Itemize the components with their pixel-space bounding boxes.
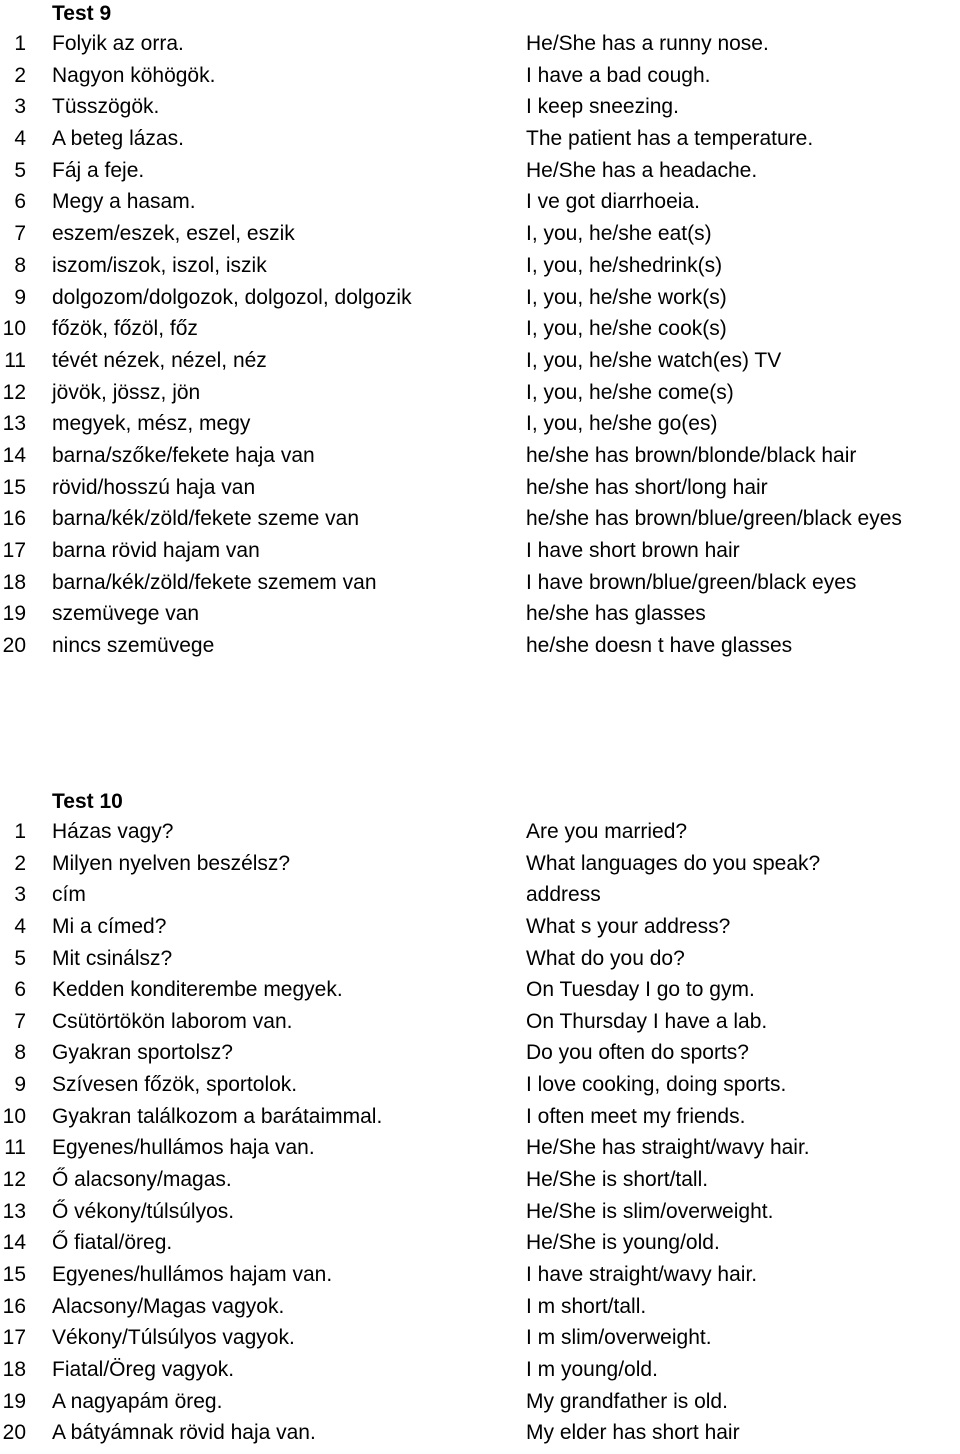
test-10-section [0,788,960,1449]
hungarian-phrase: Házas vagy? [52,820,174,843]
vocab-row [0,1196,960,1228]
hungarian-phrase: cím [52,883,86,907]
vocab-row [0,28,960,60]
english-translation: I have short brown hair [526,539,740,562]
row-number: 14 [2,443,26,467]
english-translation: Do you often do sports? [526,1041,749,1065]
english-translation: I m young/old. [526,1357,658,1381]
row-number: 19 [2,602,26,626]
row-number: 1 [14,820,26,843]
hungarian-phrase: A beteg lázas. [52,127,184,151]
hungarian-phrase: iszom/iszok, iszol, iszik [52,253,267,277]
vocab-row [0,535,960,567]
english-translation: he/she has short/long hair [526,475,768,499]
vocab-row [0,1132,960,1164]
vocab-row [0,186,960,218]
english-translation: I m slim/overweight. [526,1326,712,1350]
row-number: 8 [14,1041,26,1065]
english-translation: address [526,883,601,907]
vocab-row [0,1291,960,1323]
hungarian-phrase: rövid/hosszú haja van [52,475,256,499]
row-number: 6 [14,190,26,214]
vocab-row [0,1227,960,1259]
hungarian-phrase: Mi a címed? [52,914,167,938]
vocab-row [0,1069,960,1101]
vocab-row [0,1417,960,1449]
row-number: 15 [2,475,26,499]
row-number: 17 [2,1326,26,1350]
row-number: 16 [2,507,26,531]
english-translation: he/she has glasses [526,602,706,626]
hungarian-phrase: Csütörtökön laborom van. [52,1009,293,1033]
english-translation: On Thursday I have a lab. [526,1009,768,1033]
english-translation: He/She is short/tall. [526,1168,709,1192]
hungarian-phrase: Szívesen főzök, sportolok. [52,1073,298,1097]
row-number: 12 [2,1168,26,1192]
vocab-row [0,377,960,409]
vocab-row [0,1386,960,1418]
english-translation: I have straight/wavy hair. [526,1262,758,1286]
row-number: 11 [4,1136,26,1160]
english-translation: I, you, he/shedrink(s) [526,253,723,277]
english-translation: My elder has short hair [526,1421,740,1445]
hungarian-phrase: Alacsony/Magas vagyok. [52,1294,285,1318]
hungarian-phrase: Megy a hasam. [52,190,196,214]
row-number: 5 [14,158,26,182]
hungarian-phrase: A bátyámnak rövid haja van. [52,1421,316,1445]
test-9-section [0,0,960,662]
hungarian-phrase: főzök, főzöl, főz [52,317,198,341]
hungarian-phrase: dolgozom/dolgozok, dolgozol, dolgozik [52,285,412,309]
row-number: 4 [14,914,26,938]
hungarian-phrase: Ő vékony/túlsúlyos. [52,1199,235,1223]
vocab-row [0,1259,960,1291]
row-number: 4 [14,127,26,151]
row-number: 14 [2,1231,26,1255]
english-translation: He/She has a headache. [526,158,758,182]
hungarian-phrase: Tüsszögök. [52,95,160,119]
row-number: 2 [14,63,26,87]
english-translation: What do you do? [526,946,685,970]
vocab-row [0,123,960,155]
english-translation: he/she doesn t have glasses [526,634,793,658]
row-number: 3 [14,95,26,119]
hungarian-phrase: Mit csinálsz? [52,946,173,970]
english-translation: My grandfather is old. [526,1389,728,1413]
vocab-row [0,282,960,314]
english-translation: I often meet my friends. [526,1104,746,1128]
vocab-row [0,1322,960,1354]
hungarian-phrase: A nagyapám öreg. [52,1389,223,1413]
row-number: 6 [14,978,26,1002]
english-translation: I, you, he/she eat(s) [526,222,712,246]
row-number: 8 [14,253,26,277]
hungarian-phrase: Egyenes/hullámos haja van. [52,1136,315,1160]
row-number: 10 [2,1104,26,1128]
vocab-row [0,879,960,911]
row-number: 1 [14,32,26,55]
hungarian-phrase: Nagyon köhögök. [52,63,216,87]
test-title: Test 10 [52,790,123,813]
english-translation: I keep sneezing. [526,95,679,119]
english-translation: I love cooking, doing sports. [526,1073,787,1097]
hungarian-phrase: Gyakran találkozom a barátaimmal. [52,1104,383,1128]
row-number: 7 [14,1009,26,1033]
english-translation: I, you, he/she go(es) [526,412,718,436]
hungarian-phrase: tévét nézek, nézel, néz [52,348,267,372]
hungarian-phrase: eszem/eszek, eszel, eszik [52,222,295,246]
english-translation: I ve got diarrhoeia. [526,190,700,214]
hungarian-phrase: Folyik az orra. [52,32,184,55]
vocab-row [0,218,960,250]
hungarian-phrase: Fiatal/Öreg vagyok. [52,1357,235,1381]
row-number: 9 [14,1073,26,1097]
word-list [0,28,960,662]
vocab-row [0,567,960,599]
english-translation: I have a bad cough. [526,63,711,87]
vocab-row [0,60,960,92]
vocab-row [0,816,960,848]
row-number: 18 [2,1357,26,1381]
english-translation: He/She is young/old. [526,1231,720,1255]
vocab-row [0,1354,960,1386]
english-translation: I, you, he/she cook(s) [526,317,727,341]
english-translation: he/she has brown/blue/green/black eyes [526,507,902,531]
english-translation: I, you, he/she watch(es) TV [526,348,782,372]
vocab-row [0,155,960,187]
row-number: 2 [14,851,26,875]
hungarian-phrase: Egyenes/hullámos hajam van. [52,1262,333,1286]
row-number: 3 [14,883,26,907]
test-title: Test 9 [52,2,112,25]
english-translation: Are you married? [526,820,688,843]
hungarian-phrase: Fáj a feje. [52,158,145,182]
vocab-row [0,440,960,472]
row-number: 10 [2,317,26,341]
row-number: 20 [2,1421,26,1445]
english-translation: He/She has a runny nose. [526,32,769,55]
vocab-row [0,472,960,504]
vocab-row [0,1006,960,1038]
vocab-row [0,250,960,282]
english-translation: What languages do you speak? [526,851,821,875]
hungarian-phrase: Kedden konditerembe megyek. [52,978,343,1002]
row-number: 20 [2,634,26,658]
hungarian-phrase: megyek, mész, megy [52,412,251,436]
vocab-row [0,848,960,880]
row-number: 9 [14,285,26,309]
hungarian-phrase: barna rövid hajam van [52,539,260,562]
row-number: 13 [2,412,26,436]
vocab-row [0,943,960,975]
english-translation: He/She has straight/wavy hair. [526,1136,810,1160]
english-translation: I, you, he/she come(s) [526,380,734,404]
row-number: 18 [2,570,26,594]
english-translation: On Tuesday I go to gym. [526,978,755,1002]
row-number: 17 [2,539,26,562]
vocab-row [0,1101,960,1133]
vocab-row [0,503,960,535]
row-number: 19 [2,1389,26,1413]
hungarian-phrase: Ő alacsony/magas. [52,1168,232,1192]
english-translation: he/she has brown/blonde/black hair [526,443,857,467]
vocab-row [0,313,960,345]
row-number: 7 [14,222,26,246]
hungarian-phrase: barna/kék/zöld/fekete szemem van [52,570,377,594]
vocab-row [0,974,960,1006]
english-translation: He/She is slim/overweight. [526,1199,774,1223]
english-translation: What s your address? [526,914,731,938]
hungarian-phrase: nincs szemüvege [52,634,215,658]
vocab-row [0,408,960,440]
vocab-row [0,598,960,630]
vocab-row [0,345,960,377]
word-list [0,816,960,1449]
row-number: 5 [14,946,26,970]
english-translation: I m short/tall. [526,1294,647,1318]
hungarian-phrase: Vékony/Túlsúlyos vagyok. [52,1326,295,1350]
hungarian-phrase: Ő fiatal/öreg. [52,1231,173,1255]
row-number: 12 [2,380,26,404]
hungarian-phrase: barna/kék/zöld/fekete szeme van [52,507,360,531]
vocab-row [0,630,960,662]
vocab-row [0,91,960,123]
row-number: 11 [4,348,26,372]
hungarian-phrase: Gyakran sportolsz? [52,1041,233,1065]
hungarian-phrase: jövök, jössz, jön [52,380,201,404]
vocab-row [0,911,960,943]
row-number: 13 [2,1199,26,1223]
vocab-row [0,1037,960,1069]
english-translation: I have brown/blue/green/black eyes [526,570,857,594]
english-translation: I, you, he/she work(s) [526,285,727,309]
hungarian-phrase: barna/szőke/fekete haja van [52,443,315,467]
row-number: 16 [2,1294,26,1318]
hungarian-phrase: szemüvege van [52,602,200,626]
hungarian-phrase: Milyen nyelven beszélsz? [52,851,291,875]
english-translation: The patient has a temperature. [526,127,814,151]
vocab-row [0,1164,960,1196]
row-number: 15 [2,1262,26,1286]
